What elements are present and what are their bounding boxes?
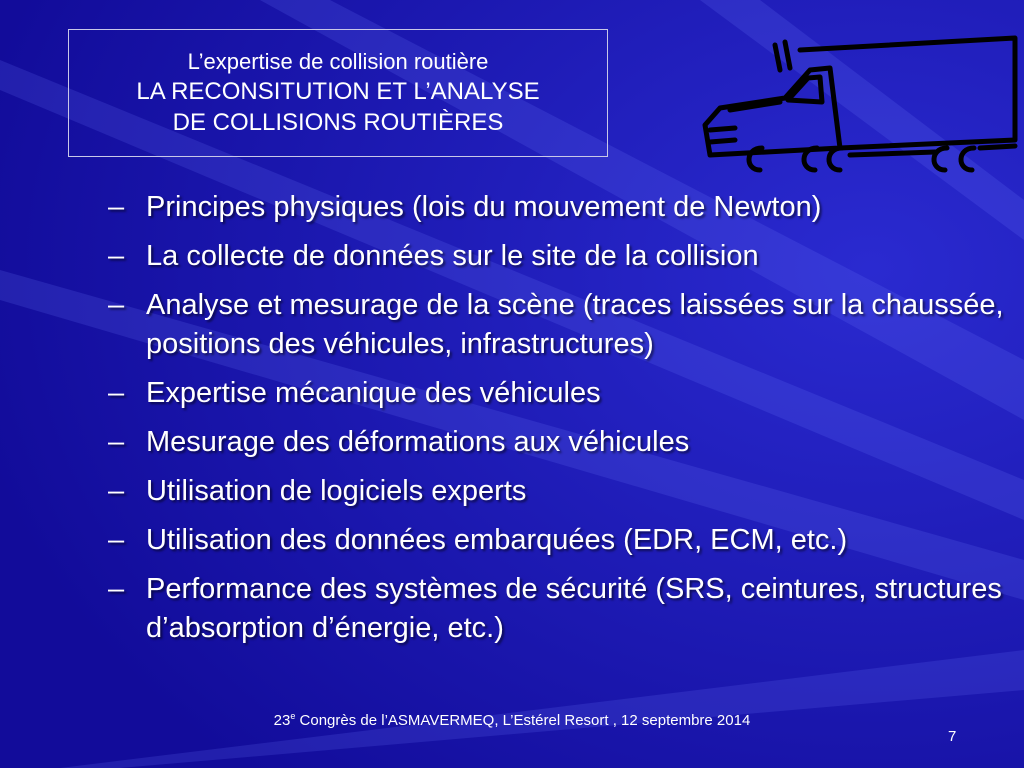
bullet-text: Expertise mécanique des véhicules bbox=[146, 377, 601, 409]
bullet-text: Analyse et mesurage de la scène (traces laissées sur la chaussée, positions des véhicules, infrastructures) bbox=[146, 289, 1004, 360]
footer bbox=[0, 711, 1024, 729]
title-line-1: L’expertise de collision routière bbox=[187, 49, 489, 74]
bullet-marker: – bbox=[108, 377, 125, 409]
title-box bbox=[68, 29, 608, 157]
bullet-text: Utilisation des données embarquées (EDR, ECM, etc.) bbox=[146, 524, 848, 556]
title-line-3: DE COLLISIONS ROUTIÈRES bbox=[172, 109, 504, 136]
bullet-marker: – bbox=[108, 524, 125, 556]
bullet-marker: – bbox=[108, 289, 125, 321]
bullet-marker: – bbox=[108, 426, 125, 458]
bullet-text: Performance des systèmes de sécurité (SRS, ceintures, structures d’absorption d’énergie, etc.) bbox=[146, 573, 1002, 644]
footer-text: Congrès de l’ASMAVERMEQ, L’Estérel Resort , 12 septembre 2014 bbox=[295, 712, 751, 729]
bullet-marker: – bbox=[108, 240, 125, 272]
truck-icon bbox=[690, 30, 1020, 185]
bullet-marker: – bbox=[108, 191, 125, 223]
list-item bbox=[108, 188, 1008, 227]
bullet-marker: – bbox=[108, 573, 125, 605]
bullet-list bbox=[108, 188, 1008, 658]
list-item bbox=[108, 423, 1008, 462]
list-item bbox=[108, 521, 1008, 560]
list-item bbox=[108, 374, 1008, 413]
list-item bbox=[108, 472, 1008, 511]
bullet-marker: – bbox=[108, 475, 125, 507]
bullet-text: Principes physiques (lois du mouvement de Newton) bbox=[146, 191, 822, 223]
page-number: 7 bbox=[948, 728, 957, 745]
footer-number: 23 bbox=[273, 712, 291, 729]
bullet-text: Mesurage des déformations aux véhicules bbox=[146, 426, 690, 458]
footer-superscript: e bbox=[290, 711, 296, 721]
bullet-text: La collecte de données sur le site de la collision bbox=[146, 240, 759, 272]
bullet-text: Utilisation de logiciels experts bbox=[146, 475, 527, 507]
list-item bbox=[108, 237, 1008, 276]
title-line-2: LA RECONSITUTION ET L’ANALYSE bbox=[136, 78, 540, 105]
list-item bbox=[108, 570, 1008, 648]
list-item bbox=[108, 286, 1008, 364]
